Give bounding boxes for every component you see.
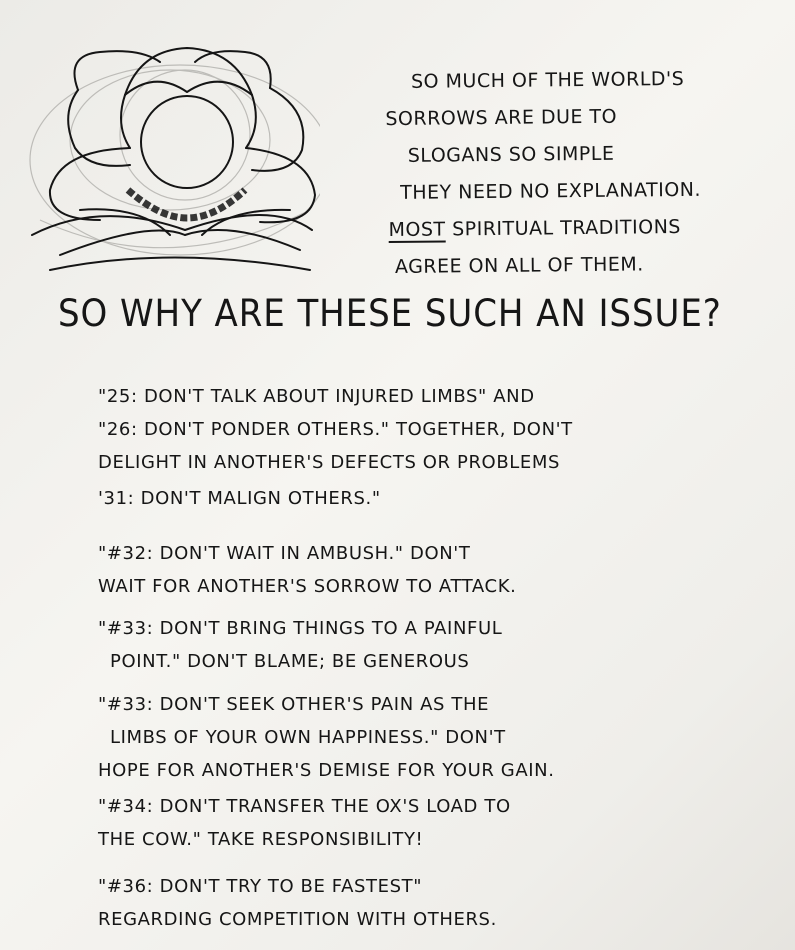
slogan-line: "#33: DON'T BRING THINGS TO A PAINFUL — [98, 618, 503, 639]
underlined-most: MOST — [388, 218, 446, 242]
slogan-line: HOPE FOR ANOTHER'S DEMISE FOR YOUR GAIN. — [98, 760, 555, 781]
slogan-line: "#33: DON'T SEEK OTHER'S PAIN AS THE — [98, 694, 490, 715]
meditating-figure-sketch — [20, 30, 320, 285]
slogan-line: WAIT FOR ANOTHER'S SORROW TO ATTACK. — [98, 576, 517, 597]
slogan-line: '31: DON'T MALIGN OTHERS." — [98, 488, 381, 509]
slogan-line: "#34: DON'T TRANSFER THE OX'S LOAD TO — [98, 796, 511, 817]
intro-line-text: SPIRITUAL TRADITIONS — [452, 215, 682, 241]
slogan-line: DELIGHT IN ANOTHER'S DEFECTS OR PROBLEMS — [98, 452, 561, 473]
intro-line: SORROWS ARE DUE TO — [385, 105, 618, 131]
intro-line: SO MUCH OF THE WORLD'S — [410, 67, 685, 93]
slogan-item — [98, 870, 788, 936]
slogan-item — [98, 380, 788, 479]
slogan-item — [98, 688, 788, 787]
slogan-line: "26: DON'T PONDER OTHERS." TOGETHER, DON'T — [98, 419, 573, 440]
slogan-line: THE COW." TAKE RESPONSIBILITY! — [98, 829, 424, 850]
slogan-line: "#36: DON'T TRY TO BE FASTEST" — [98, 876, 423, 897]
slogan-line: "#32: DON'T WAIT IN AMBUSH." DON'T — [98, 543, 471, 564]
slogan-line: REGARDING COMPETITION WITH OTHERS. — [98, 909, 497, 930]
slogan-item — [98, 537, 788, 603]
intro-line: THEY NEED NO EXPLANATION. — [400, 178, 702, 204]
slogan-item — [98, 482, 788, 515]
intro-paragraph — [379, 60, 791, 286]
intro-line: AGREE ON ALL OF THEM. — [394, 253, 644, 278]
slogan-line: POINT." DON'T BLAME; BE GENEROUS — [110, 651, 470, 672]
page-heading: SO WHY ARE THESE SUCH AN ISSUE? — [58, 292, 722, 335]
slogan-line: LIMBS OF YOUR OWN HAPPINESS." DON'T — [110, 727, 506, 748]
slogan-line: "25: DON'T TALK ABOUT INJURED LIMBS" AND — [98, 386, 535, 407]
intro-line — [380, 208, 790, 249]
intro-line: SLOGANS SO SIMPLE — [407, 142, 615, 167]
slogan-item — [98, 612, 788, 678]
slogan-item — [98, 790, 788, 856]
